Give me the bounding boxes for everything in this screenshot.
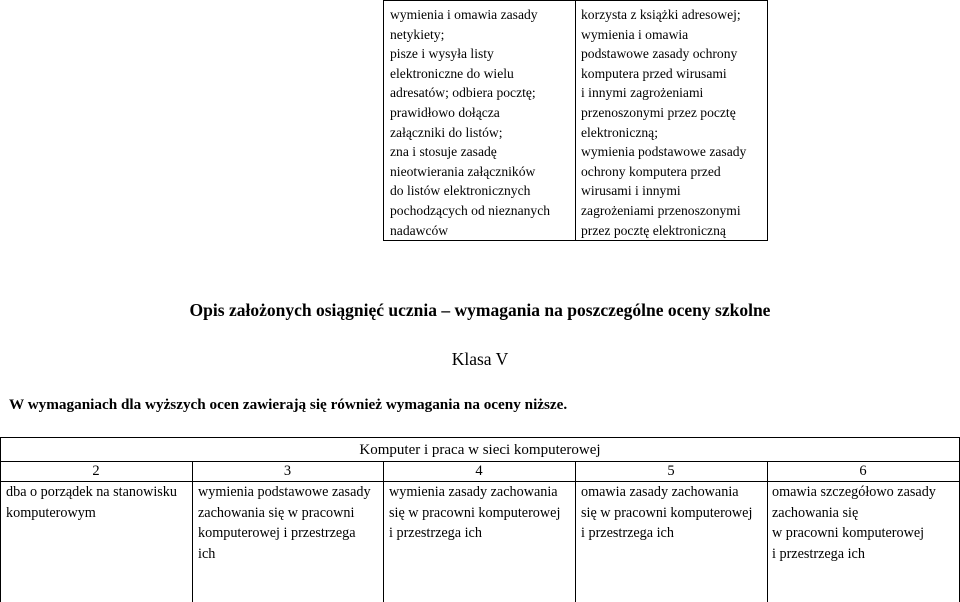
grade-2-requirement: dba o porządek na stanowisku komputerowym <box>6 484 177 521</box>
table-col-divider-1 <box>192 461 193 602</box>
grade-5-requirement: omawia zasady zachowania się w pracowni komputerowej i przestrzega ich <box>581 484 753 541</box>
grade-6-requirement: omawia szczegółowo zasady zachowania się w pracowni komputerowej i przestrzega ich <box>772 484 936 562</box>
class-label: Klasa V <box>451 349 509 369</box>
grade-header-5: 5 <box>667 463 675 479</box>
grade-header-4: 4 <box>475 463 483 479</box>
requirements-note: W wymaganiach dla wyższych ocen zawierają się również wymagania na oceny niższe. <box>9 396 568 413</box>
grade-3-requirement: wymienia podstawowe zasady zachowania się w pracowni komputerowej i przestrzega ich <box>198 484 371 562</box>
top-table-border-right <box>767 0 768 241</box>
page-heading: Opis założonych osiągnięć ucznia – wymagania na poszczególne oceny szkolne <box>189 300 771 320</box>
grade-header-6: 6 <box>859 463 867 479</box>
table-col-divider-3 <box>575 461 576 602</box>
table-col-divider-2 <box>383 461 384 602</box>
table-border-left <box>0 437 1 602</box>
grade-header-2: 2 <box>92 463 100 479</box>
top-table-cell-2: korzysta z książki adresowej; wymienia i omawia podstawowe zasady ochrony komputera przed wirusami i innymi zagrożeniami przenoszonymi przez pocztę elektroniczną; wymienia podstawowe zasady ochrony komputera przed wirusami i innymi zagrożeniami przenoszonymi przez pocztę elektroniczną <box>581 7 747 238</box>
table-row-divider-1 <box>0 461 960 462</box>
top-table-border-left <box>383 0 384 241</box>
top-table-divider <box>575 0 576 241</box>
table-border-top <box>0 437 960 438</box>
grade-header-3: 3 <box>283 463 292 479</box>
top-table-cell-1: wymienia i omawia zasady netykiety; pisze i wysyła listy elektroniczne do wielu adresatów; odbiera pocztę; prawidłowo dołącza załączniki do listów; zna i stosuje zasadę nieotwierania załączników do listów elektronicznych pochodzących od nieznanych nadawców <box>390 7 551 238</box>
table-title: Komputer i praca w sieci komputerowej <box>359 442 601 458</box>
table-col-divider-4 <box>767 461 768 602</box>
grade-4-requirement: wymienia zasady zachowania się w pracowni komputerowej i przestrzega ich <box>389 484 561 541</box>
